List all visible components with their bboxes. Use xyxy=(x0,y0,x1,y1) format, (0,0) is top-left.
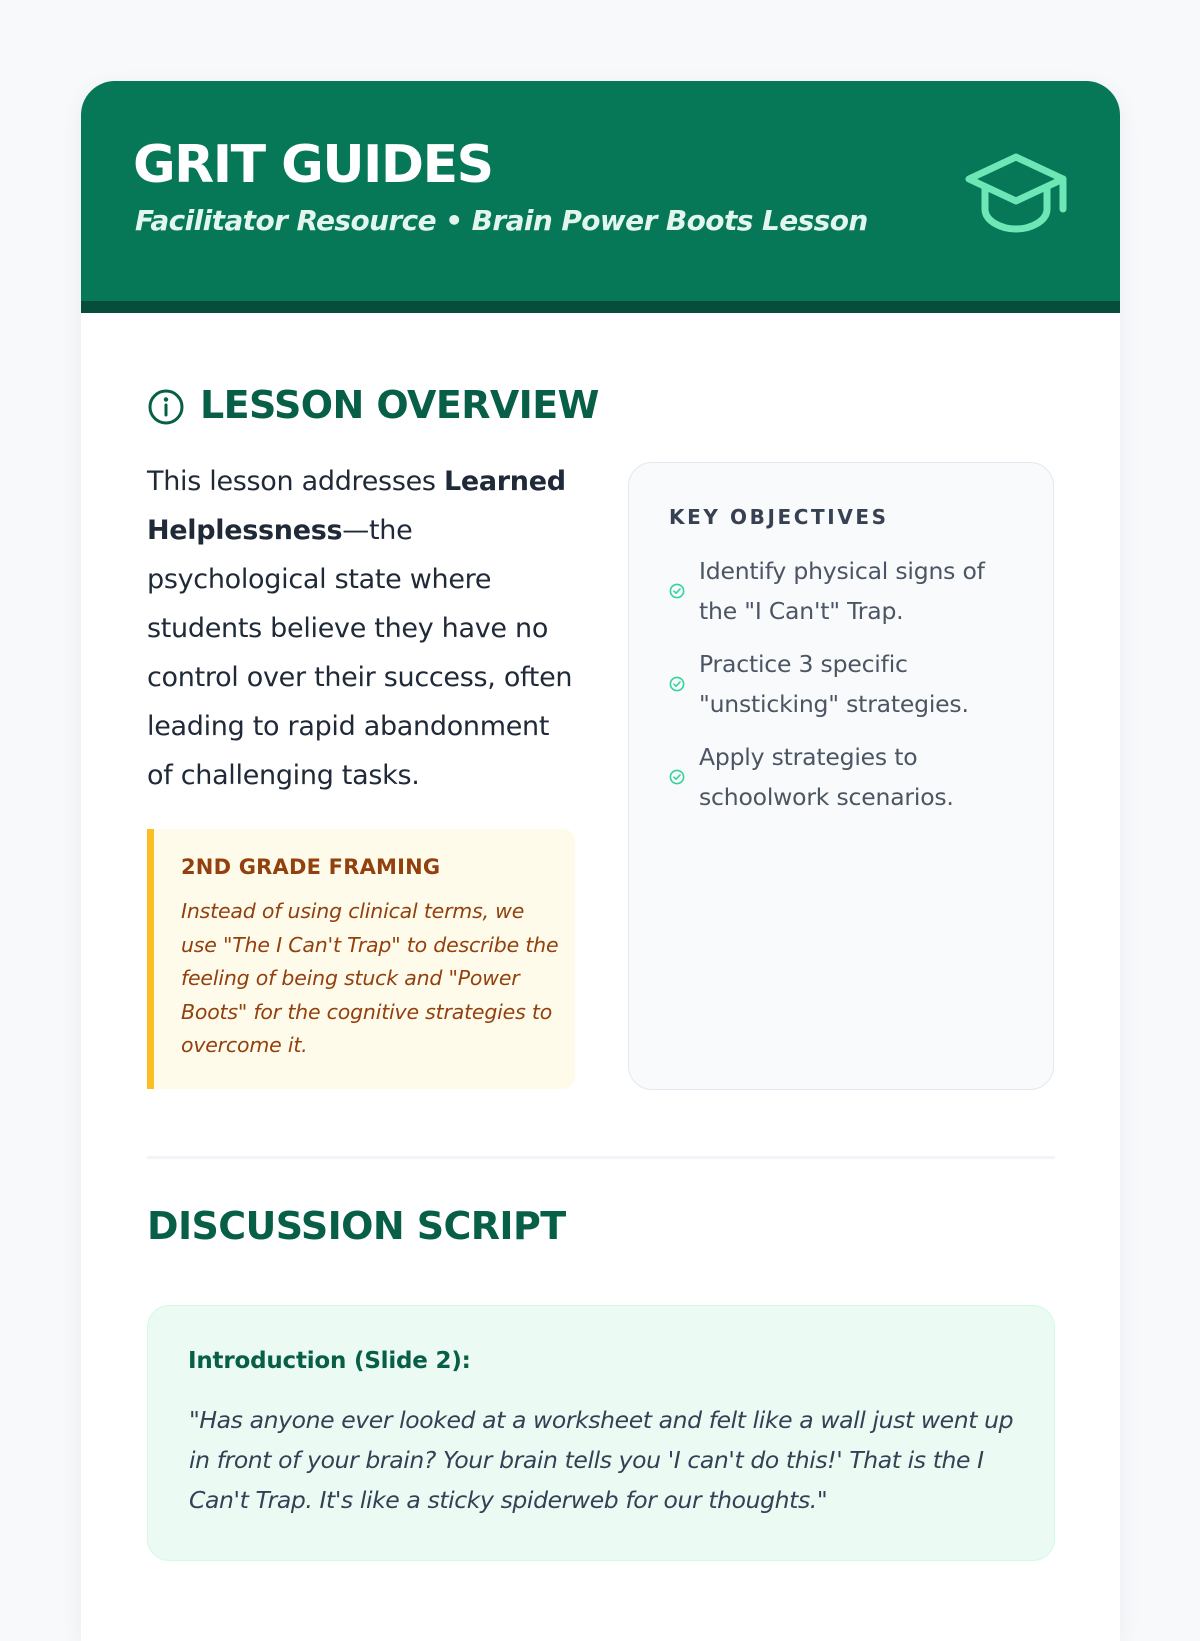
header-banner xyxy=(81,81,1120,313)
info-icon xyxy=(147,388,185,426)
framing-text: Instead of using clinical terms, we use "The I Can't Trap" to describe the feeling of being stuck and "Power Boots" for the cognitive strategies to overcome it. xyxy=(181,899,559,1057)
overview-text-rest: —the psychological state where students believe they have no control over their success, often leading to rapid abandonment of challenging tasks. xyxy=(147,515,573,791)
brand-subtitle: Facilitator Resource • Brain Power Boots Lesson xyxy=(135,204,868,237)
key-objectives-panel xyxy=(628,462,1054,1090)
graduation-cap-icon xyxy=(963,151,1069,241)
check-circle-icon xyxy=(669,769,685,785)
check-circle-icon xyxy=(669,676,685,692)
overview-text-lead: This lesson addresses xyxy=(147,466,444,497)
objectives-label: KEY OBJECTIVES xyxy=(669,505,889,529)
script-callout xyxy=(147,1305,1055,1561)
script-label: Introduction (Slide 2): xyxy=(188,1348,471,1374)
overview-paragraph xyxy=(147,457,577,800)
objective-text: Practice 3 specific "unsticking" strategies. xyxy=(699,650,969,718)
brand-title: GRIT GUIDES xyxy=(133,135,493,195)
header-underline xyxy=(81,301,1120,313)
overview-key-term: Learned Helplessness xyxy=(147,466,566,546)
script-quote: "Has anyone ever looked at a worksheet and felt like a wall just went up in front of your brain? Your brain tells you 'I can't do this!' That is the I Can't Trap. It's like a sticky spiderweb for our thoughts." xyxy=(189,1406,1014,1514)
discussion-script-heading: DISCUSSION SCRIPT xyxy=(147,1204,566,1248)
section-divider xyxy=(147,1156,1055,1159)
lesson-card xyxy=(81,81,1120,1641)
grade-framing-callout xyxy=(147,829,575,1089)
check-circle-icon xyxy=(669,583,685,599)
objective-text: Identify physical signs of the "I Can't" Trap. xyxy=(699,557,985,625)
lesson-overview-heading: LESSON OVERVIEW xyxy=(200,383,599,427)
framing-label: 2ND GRADE FRAMING xyxy=(181,855,441,879)
objective-text: Apply strategies to schoolwork scenarios. xyxy=(699,743,954,811)
